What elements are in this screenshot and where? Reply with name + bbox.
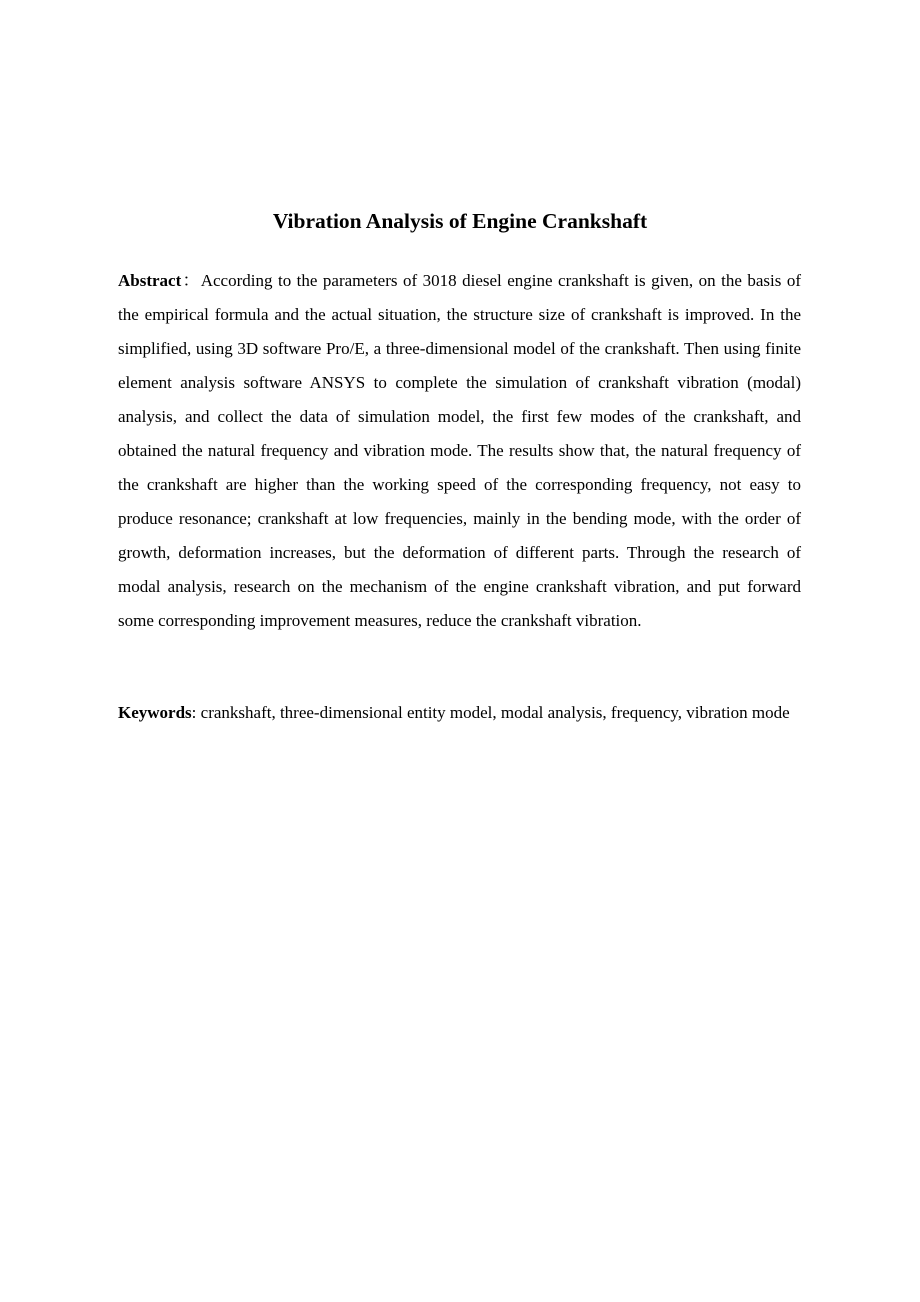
abstract-label: Abstract	[118, 271, 182, 290]
abstract-text: According to the parameters of 3018 diesel engine crankshaft is given, on the basis of the empirical formula and the actual situation, the structure size of crankshaft is improved. In the simplified, using 3D software Pro/E, a three-dimensional model of the crankshaft. Then using finite element analysis software ANSYS to complete the simulation of crankshaft vibration (modal) analysis, and collect the data of simulation model, the first few modes of the crankshaft, and obtained the natural frequency and vibration mode. The results show that, the natural frequency of the crankshaft are higher than the working speed of the corresponding frequency, not easy to produce resonance; crankshaft at low frequencies, mainly in the bending mode, with the order of growth, deformation increases, but the deformation of different parts. Through the research of modal analysis, research on the mechanism of the engine crankshaft vibration, and put forward some corresponding improvement measures, reduce the crankshaft vibration.	[118, 271, 801, 630]
keywords-paragraph	[118, 696, 801, 730]
keywords-separator: :	[191, 703, 201, 722]
abstract-paragraph	[118, 264, 801, 638]
keywords-label: Keywords	[118, 703, 192, 722]
abstract-separator: ：	[181, 271, 201, 290]
keywords-text: crankshaft, three-dimensional entity model, modal analysis, frequency, vibration mode	[200, 703, 790, 722]
paper-title: Vibration Analysis of Engine Crankshaft	[272, 209, 648, 233]
